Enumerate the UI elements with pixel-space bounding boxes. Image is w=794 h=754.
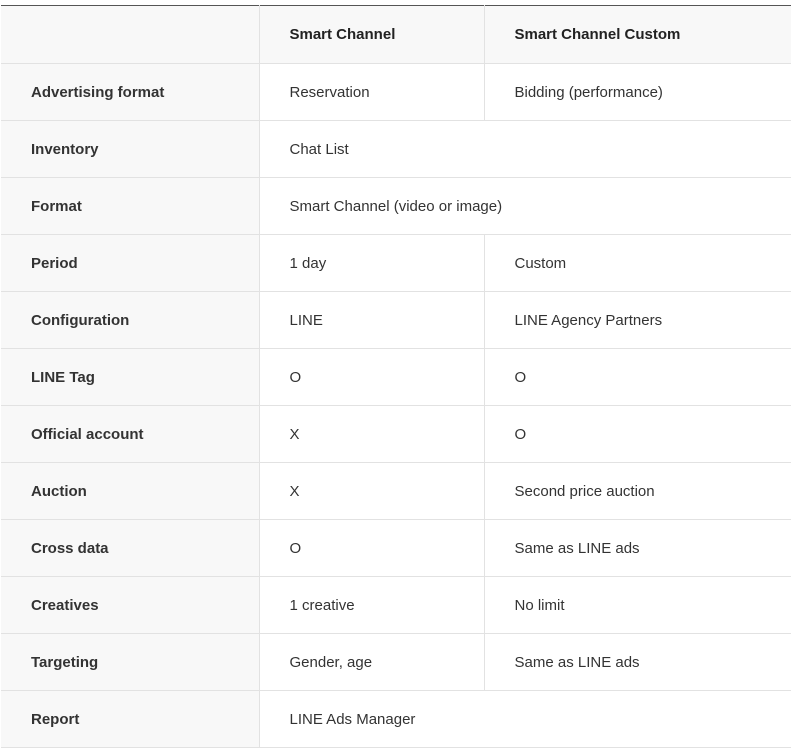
header-row: [1, 6, 791, 64]
row-label: LINE Tag: [1, 349, 259, 406]
row-label: Format: [1, 178, 259, 235]
smart-channel-custom-cell: Same as LINE ads: [484, 634, 791, 691]
table-row: [1, 292, 791, 349]
smart-channel-custom-cell: Same as LINE ads: [484, 520, 791, 577]
table-body: [1, 64, 791, 748]
header-smart-channel: Smart Channel: [259, 6, 484, 64]
smart-channel-cell: X: [259, 463, 484, 520]
smart-channel-custom-cell: O: [484, 349, 791, 406]
smart-channel-cell: 1 creative: [259, 577, 484, 634]
merged-cell: LINE Ads Manager: [259, 691, 791, 748]
smart-channel-custom-cell: No limit: [484, 577, 791, 634]
smart-channel-cell: X: [259, 406, 484, 463]
merged-cell: Chat List: [259, 121, 791, 178]
table-row: [1, 121, 791, 178]
smart-channel-cell: Gender, age: [259, 634, 484, 691]
smart-channel-cell: O: [259, 520, 484, 577]
row-label: Auction: [1, 463, 259, 520]
comparison-table: [1, 5, 791, 748]
table-row: [1, 235, 791, 292]
row-label: Cross data: [1, 520, 259, 577]
row-label: Official account: [1, 406, 259, 463]
row-label: Targeting: [1, 634, 259, 691]
header-smart-channel-custom: Smart Channel Custom: [484, 6, 791, 64]
smart-channel-cell: Reservation: [259, 64, 484, 121]
smart-channel-cell: O: [259, 349, 484, 406]
table-row: [1, 634, 791, 691]
smart-channel-cell: LINE: [259, 292, 484, 349]
table-row: [1, 577, 791, 634]
smart-channel-cell: 1 day: [259, 235, 484, 292]
table-row: [1, 349, 791, 406]
row-label: Period: [1, 235, 259, 292]
merged-cell: Smart Channel (video or image): [259, 178, 791, 235]
smart-channel-custom-cell: Second price auction: [484, 463, 791, 520]
row-label: Creatives: [1, 577, 259, 634]
smart-channel-custom-cell: LINE Agency Partners: [484, 292, 791, 349]
header-empty-cell: [1, 6, 259, 64]
table-row: [1, 178, 791, 235]
table-row: [1, 64, 791, 121]
smart-channel-custom-cell: O: [484, 406, 791, 463]
row-label: Advertising format: [1, 64, 259, 121]
row-label: Report: [1, 691, 259, 748]
smart-channel-custom-cell: Custom: [484, 235, 791, 292]
table-row: [1, 691, 791, 748]
smart-channel-custom-cell: Bidding (performance): [484, 64, 791, 121]
table-row: [1, 520, 791, 577]
row-label: Inventory: [1, 121, 259, 178]
table-header: [1, 6, 791, 64]
row-label: Configuration: [1, 292, 259, 349]
table-row: [1, 406, 791, 463]
table-row: [1, 463, 791, 520]
